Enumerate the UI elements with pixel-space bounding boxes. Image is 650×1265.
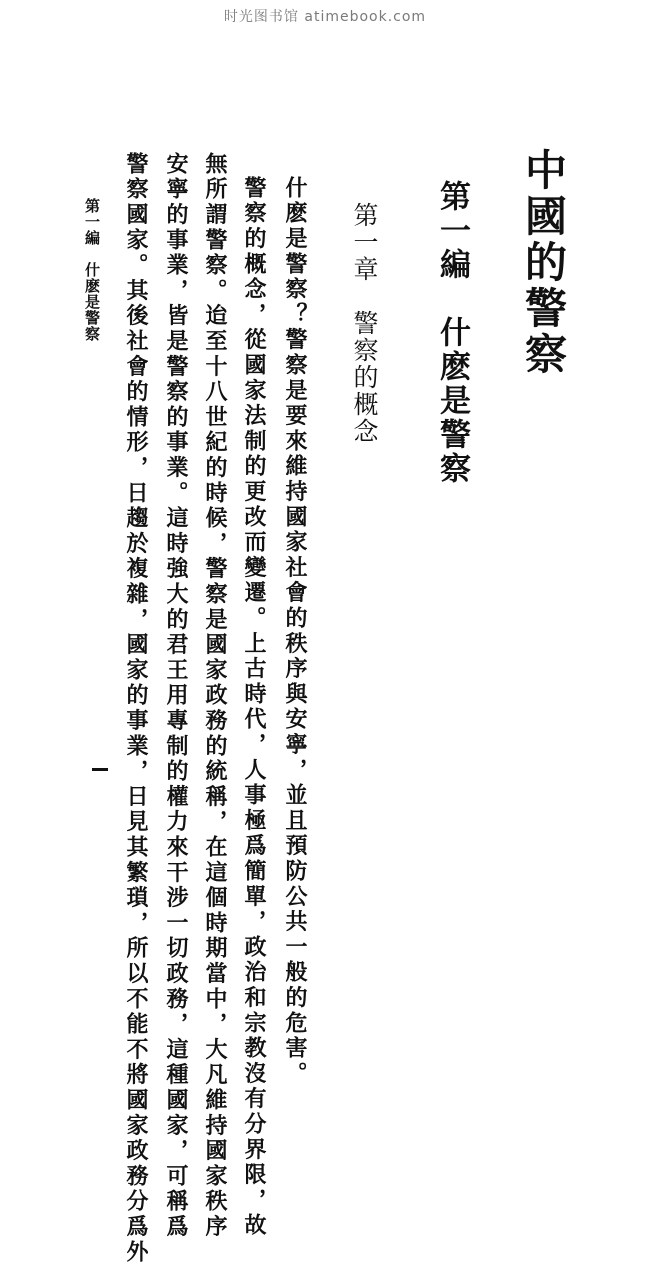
page-number [92, 768, 108, 771]
body-line: 警察的概念，從國家法制的更改而變遷。上古時代，人事極爲簡單，政治和宗教沒有分界限，故 [241, 176, 267, 1239]
watermark: 时光图书馆 atimebook.com [223, 9, 427, 25]
body-line: 什麽是警察？警察是要來維持國家社會的秩序與安寧，並且預防公共一般的危害。 [282, 176, 308, 1087]
part-title: 第一編 什麽是警察 [434, 180, 470, 486]
book-title: 中國的警察 [519, 148, 568, 378]
body-line: 警察國家。其後社會的情形，日趨於複雜，國家的事業，日見其繁瑣，所以不能不將國家政務分爲外 [123, 152, 149, 1265]
body-line: 無所謂警察。迨至十八世紀的時候，警察是國家政務的統稱，在這個時期當中，大凡維持國家秩序 [202, 152, 228, 1240]
chapter-title: 第一章 警察的概念 [350, 202, 379, 445]
running-head: 第一編 什麽是警察 [83, 198, 101, 342]
body-line: 安寧的事業，皆是警察的事業。這時強大的君王用專制的權力來干涉一切政務，這種國家，可稱爲 [163, 152, 189, 1240]
